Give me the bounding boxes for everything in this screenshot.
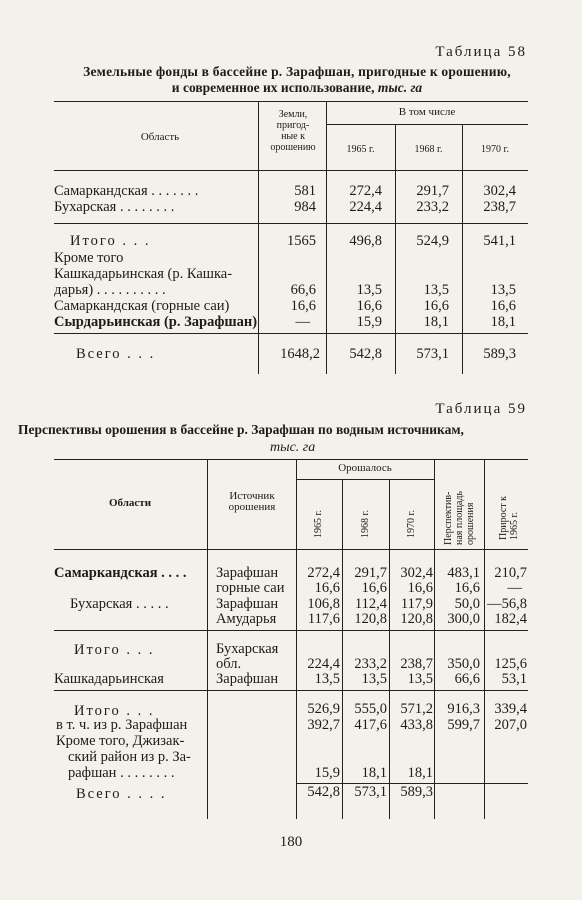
table58-header-land — [260, 109, 326, 153]
table58-header-land-line1: Земли, — [278, 109, 308, 120]
table59-cell-1965: 15,9 — [314, 765, 340, 781]
table59-cell-perspective: 483,1 — [447, 565, 480, 581]
table59-cell-1968: 555,0 — [354, 701, 387, 717]
table58-row-grand-total: Всего . . . — [76, 346, 156, 362]
table58-cell-1965: 496,8 — [349, 233, 382, 249]
table58-cell-1965: 16,6 — [356, 298, 382, 314]
table59-cell-1965: 526,9 — [307, 701, 340, 717]
table58-caption-unit: тыс. га — [377, 80, 423, 95]
table59-cell-1968: 16,6 — [361, 580, 387, 596]
table58-header-1965: 1965 г. — [346, 144, 375, 155]
table59-cell-perspective: 599,7 — [447, 717, 480, 733]
table59-header-perspective-line2: ная площадь — [454, 490, 465, 545]
table59-header-growth-line2: 1965 г. — [509, 512, 520, 540]
table59-cell-1970: 18,1 — [407, 765, 433, 781]
table59-header-1968: 1968 г. — [360, 510, 371, 538]
table59-cell-1970: 120,8 — [400, 611, 433, 627]
table58-cell-1965: 13,5 — [356, 282, 382, 298]
table58-top-rule — [54, 101, 528, 102]
table59-cell-1968: 112,4 — [354, 596, 387, 612]
table59-group-rule-2 — [54, 690, 528, 691]
table58-cell-land: 1648,2 — [280, 346, 320, 362]
table59-col-divider-5 — [434, 459, 435, 819]
table59-cell-1965: 224,4 — [307, 656, 340, 672]
table59-header-source — [209, 491, 295, 513]
table59-row-region: Бухарская . . . . . — [70, 596, 169, 612]
table59-caption-line1: Перспективы орошения в бассейне р. Зарафшан по водным источникам, — [18, 422, 464, 437]
table59-cell-growth: 53,1 — [501, 671, 527, 687]
table59-cell-1965: 106,8 — [307, 596, 340, 612]
table58-cell-1968: 16,6 — [423, 298, 449, 314]
table59-group-rule-1 — [54, 630, 528, 631]
table59-col-divider-1 — [207, 459, 208, 819]
table58-cell-land: — — [295, 314, 310, 330]
table59-cell-perspective: 916,3 — [447, 701, 480, 717]
table59-cell-1970: 238,7 — [400, 656, 433, 672]
table59-header-1965: 1965 г. — [313, 510, 324, 538]
table58-cell-1968: 524,9 — [416, 233, 449, 249]
table58-row-region: дарья) . . . . . . . . . . — [54, 282, 166, 298]
table59-cell-1965: 272,4 — [307, 565, 340, 581]
table59-cell-1965: 392,7 — [307, 717, 340, 733]
table58-subheader-rule — [326, 124, 528, 125]
table59-cell-source: горные саи — [216, 580, 285, 596]
table59-header-source-line2: орошения — [228, 501, 276, 513]
table58-header-1970: 1970 г. — [481, 144, 509, 155]
table59-top-rule — [54, 459, 528, 460]
table58-cell-1965: 224,4 — [349, 199, 382, 215]
table59-row-total: Итого . . . — [74, 642, 155, 658]
table58-cell-1968: 18,1 — [423, 314, 449, 330]
table58-caption-line1: Земельные фонды в бассейне р. Зарафшан, пригодные к орошению, — [83, 64, 511, 79]
table59-cell-perspective: 16,6 — [454, 580, 480, 596]
table59-cell-1965: 13,5 — [314, 671, 340, 687]
table59-cell-1968: 18,1 — [361, 765, 387, 781]
table59-cell-1968: 417,6 — [354, 717, 387, 733]
table58-caption-line2 — [58, 80, 536, 96]
table58-cell-1968: 573,1 — [416, 346, 449, 362]
table59-cell-1968: 573,1 — [354, 784, 387, 800]
table59-cell-1970: 13,5 — [407, 671, 433, 687]
table59-cell-1968: 13,5 — [361, 671, 387, 687]
table58-row-region: Самаркандская . . . . . . . — [54, 183, 199, 199]
table58-cell-1970: 589,3 — [483, 346, 516, 362]
table58-col-divider-1 — [258, 101, 259, 374]
table58-header-bottom-rule — [54, 170, 528, 171]
table58-cell-1965: 542,8 — [349, 346, 382, 362]
table58-cell-land: 581 — [294, 183, 316, 199]
table58-label: Таблица 58 — [435, 44, 527, 60]
table58-header-including: В том числе — [398, 106, 456, 118]
table59-cell-growth: 182,4 — [494, 611, 527, 627]
table58-row-total: Итого . . . — [70, 233, 151, 249]
table59-cell-source: Амударья — [216, 611, 277, 627]
table59-cell-1970: 302,4 — [400, 565, 433, 581]
table59-cell-1970: 571,2 — [400, 701, 433, 717]
table59-cell-1968: 120,8 — [354, 611, 387, 627]
table59-row-region: Кроме того, Джизак- — [56, 733, 185, 749]
table58-cell-1965: 15,9 — [356, 314, 382, 330]
table58-header-1968: 1968 г. — [414, 144, 443, 155]
table59-cell-perspective: 50,0 — [454, 596, 480, 612]
table58-cell-1970: 302,4 — [483, 183, 516, 199]
table59-cell-1965: 542,8 — [307, 784, 340, 800]
table59-cell-1965: 16,6 — [314, 580, 340, 596]
table58-row-label: Кроме того — [54, 250, 124, 266]
table59-cell-growth: 210,7 — [494, 565, 527, 581]
table58-cell-1970: 16,6 — [490, 298, 516, 314]
table58-cell-1968: 13,5 — [423, 282, 449, 298]
table58-row-region: Кашкадарьинская (р. Кашка- — [54, 266, 233, 282]
table59-cell-growth: — — [507, 580, 522, 596]
table58-cell-1970: 238,7 — [483, 199, 516, 215]
table59-header-perspective — [443, 491, 476, 545]
table59-cell-growth: —56,8 — [487, 596, 527, 612]
table58-header-region: Область — [140, 131, 180, 143]
page-number: 180 — [279, 834, 303, 850]
table58-cell-1970: 13,5 — [490, 282, 516, 298]
table59-header-1970: 1970 г. — [406, 510, 417, 538]
table59-row-region: в т. ч. из р. Зарафшан — [56, 717, 188, 733]
table59-subheader-rule — [296, 479, 434, 480]
table59-cell-1965: 117,6 — [307, 611, 340, 627]
table58-group-rule-1 — [54, 223, 528, 224]
table58-group-rule-2 — [54, 333, 528, 334]
table59-cell-perspective: 350,0 — [447, 656, 480, 672]
table59-cell-1970: 117,9 — [400, 596, 433, 612]
table58-cell-land: 16,6 — [290, 298, 316, 314]
table58-header-land-line2: пригод- — [276, 120, 310, 131]
table58-header-land-line3: ные к — [281, 131, 305, 142]
table58-row-region: Бухарская . . . . . . . . — [54, 199, 175, 215]
table59-header-source-line1: Источник — [229, 490, 275, 502]
table59-header-perspective-line1: Перспектив- — [443, 491, 454, 545]
table59-row-total: Итого . . . — [74, 703, 155, 719]
table59-header-growth-line1: Прирост к — [498, 496, 509, 540]
table59-cell-perspective: 66,6 — [454, 671, 480, 687]
table58-caption-text: и современное их использование, — [171, 80, 375, 95]
table58-row-region: Сырдарьинская (р. Зарафшан) — [54, 314, 258, 330]
table59-header-growth — [498, 496, 520, 540]
table58-cell-land: 66,6 — [290, 282, 316, 298]
table59-cell-source: Зарафшан — [216, 565, 279, 581]
table59-cell-growth: 207,0 — [494, 717, 527, 733]
table59-col-divider-6 — [484, 459, 485, 819]
table59-cell-source: Зарафшан — [216, 671, 279, 687]
table59-cell-1968: 233,2 — [354, 656, 387, 672]
table59-caption-unit: тыс. га — [270, 440, 316, 455]
table59-cell-source: Зарафшан — [216, 596, 279, 612]
table58-cell-1968: 291,7 — [416, 183, 449, 199]
table58-cell-1968: 233,2 — [416, 199, 449, 215]
table59-cell-source: Бухарская — [216, 641, 279, 657]
table59-cell-1970: 433,8 — [400, 717, 433, 733]
table59-cell-source-line2: обл. — [216, 656, 242, 672]
table59-row-region-line3: рафшан . . . . . . . . — [68, 765, 175, 781]
table59-row-region: Самаркандская . . . . — [54, 565, 187, 581]
table58-cell-land: 984 — [294, 199, 316, 215]
table59-header-perspective-line3: орошения — [465, 502, 476, 545]
table58-row-region: Самаркандская (горные саи) — [54, 298, 230, 314]
table59-header-irrigated: Орошалось — [338, 462, 392, 474]
table59-cell-1968: 291,7 — [354, 565, 387, 581]
table59-cell-growth: 339,4 — [494, 701, 527, 717]
table59-row-region: Кашкадарьинская — [54, 671, 164, 687]
table58-cell-1970: 541,1 — [483, 233, 516, 249]
table59-cell-growth: 125,6 — [494, 656, 527, 672]
table59-cell-perspective: 300,0 — [447, 611, 480, 627]
table59-cell-1970: 589,3 — [400, 784, 433, 800]
table59-header-region: Области — [108, 497, 152, 509]
table58-header-land-line4: орошению — [270, 142, 316, 153]
table59-label: Таблица 59 — [435, 401, 527, 417]
table59-row-region-line2: ский район из р. За- — [68, 749, 191, 765]
table59-row-grand-total: Всего . . . . — [76, 786, 167, 802]
table58-cell-1970: 18,1 — [490, 314, 516, 330]
table59-cell-1970: 16,6 — [407, 580, 433, 596]
table58-cell-1965: 272,4 — [349, 183, 382, 199]
table58-cell-land: 1565 — [287, 233, 316, 249]
table59-header-bottom-rule — [54, 549, 528, 550]
